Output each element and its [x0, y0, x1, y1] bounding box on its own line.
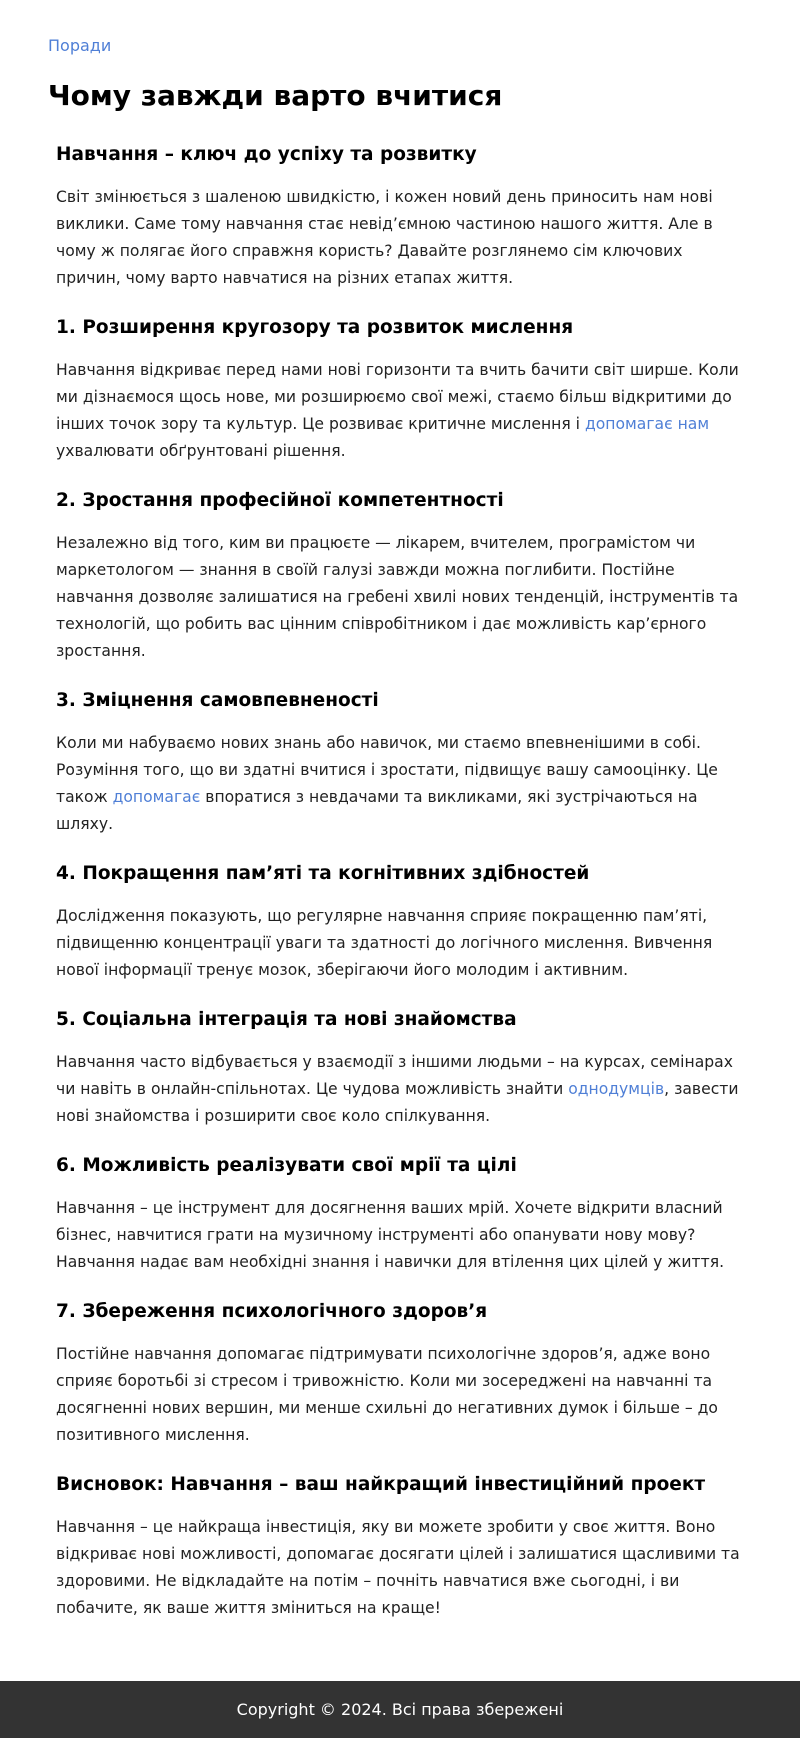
section-3-paragraph	[56, 730, 752, 838]
section-1-paragraph	[56, 357, 752, 465]
section-5-paragraph	[56, 1049, 752, 1130]
link-helps[interactable]: допомагає	[112, 788, 201, 806]
section-7-paragraph: Постійне навчання допомагає підтримувати психологічне здоров’я, адже воно сприяє боротьбі зі стресом і тривожністю. Коли ми зосереджені на навчанні та досягненні нових вершин, ми менше схильні до негативних думок і більше – до позитивного мислення.	[56, 1345, 718, 1444]
section-2-paragraph: Незалежно від того, ким ви працюєте — лікарем, вчителем, програмістом чи маркетологом — знання в своїй галузі завжди можна поглибити. Постійне навчання дозволяє залишатися на гребені хвилі нових тенденцій, інструментів та технологій, що робить вас цінним співробітником і дає можливість кар’єрного зростання.	[56, 534, 739, 660]
section-1-text-before: Навчання відкриває перед нами нові горизонти та вчить бачити світ ширше. Коли ми дізнаємося щось нове, ми розширюємо свої межі, стаємо більш відкритими до інших точок зору та культур. Це розвиває критичне мислення і	[56, 361, 739, 433]
section-5-heading: 5. Соціальна інтеграція та нові знайомства	[56, 1009, 517, 1030]
section-1-text-after: ухвалювати обґрунтовані рішення.	[56, 442, 346, 460]
conclusion-paragraph: Навчання – це найкраща інвестиція, яку ви можете зробити у своє життя. Воно відкриває нові можливості, допомагає досягати цілей і залишатися щасливими та здоровими. Не відкладайте на потім – почніть навчатися вже сьогодні, і ви побачите, як ваше життя зміниться на краще!	[56, 1518, 740, 1617]
section-6-paragraph: Навчання – це інструмент для досягнення ваших мрій. Хочете відкрити власний бізнес, навчитися грати на музичному інструменті або опанувати нову мову? Навчання надає вам необхідні знання і навички для втілення цих цілей у життя.	[56, 1199, 725, 1271]
link-helps-us[interactable]: допомагає нам	[584, 415, 710, 433]
article	[56, 140, 752, 1643]
section-5-text-before: Навчання часто відбувається у взаємодії з іншими людьми – на курсах, семінарах чи навіть в онлайн-спільнотах. Це чудова можливість знайти	[56, 1053, 733, 1098]
intro-paragraph: Світ змінюється з шаленою швидкістю, і кожен новий день приносить нам нові виклики. Саме тому навчання стає невід’ємною частиною нашого життя. Але в чому ж полягає його справжня користь? Давайте розглянемо сім ключових причин, чому варто навчатися на різних етапах життя.	[56, 188, 713, 287]
page-title: Чому завжди варто вчитися	[48, 79, 503, 112]
section-6-heading: 6. Можливість реалізувати свої мрії та цілі	[56, 1155, 517, 1176]
section-4-paragraph: Дослідження показують, що регулярне навчання сприяє покращенню пам’яті, підвищенню концентрації уваги та здатності до логічного мислення. Вивчення нової інформації тренує мозок, зберігаючи його молодим і активним.	[56, 907, 713, 979]
intro-heading: Навчання – ключ до успіху та розвитку	[56, 144, 477, 165]
section-4-heading: 4. Покращення пам’яті та когнітивних здібностей	[56, 863, 590, 884]
breadcrumb-link-tips[interactable]: Поради	[48, 36, 112, 55]
section-2-heading: 2. Зростання професійної компетентності	[56, 490, 504, 511]
section-7-heading: 7. Збереження психологічного здоров’я	[56, 1301, 488, 1322]
section-1-heading: 1. Розширення кругозору та розвиток мислення	[56, 317, 574, 338]
link-like-minded[interactable]: однодумців	[568, 1080, 665, 1098]
footer-copyright: Copyright © 2024. Всі права збережені	[236, 1700, 564, 1719]
section-5-text-after: , завести нові знайомства і розширити своє коло спілкування.	[56, 1080, 739, 1125]
conclusion-heading: Висновок: Навчання – ваш найкращий інвестиційний проект	[56, 1474, 706, 1495]
section-3-text-before: Коли ми набуваємо нових знань або навичок, ми стаємо впевненішими в собі. Розуміння того, що ви здатні вчитися і зростати, підвищує вашу самооцінку. Це також	[56, 734, 718, 806]
footer	[0, 1681, 800, 1738]
section-3-heading: 3. Зміцнення самовпевненості	[56, 690, 379, 711]
section-3-text-after: впоратися з невдачами та викликами, які зустрічаються на шляху.	[56, 788, 698, 833]
